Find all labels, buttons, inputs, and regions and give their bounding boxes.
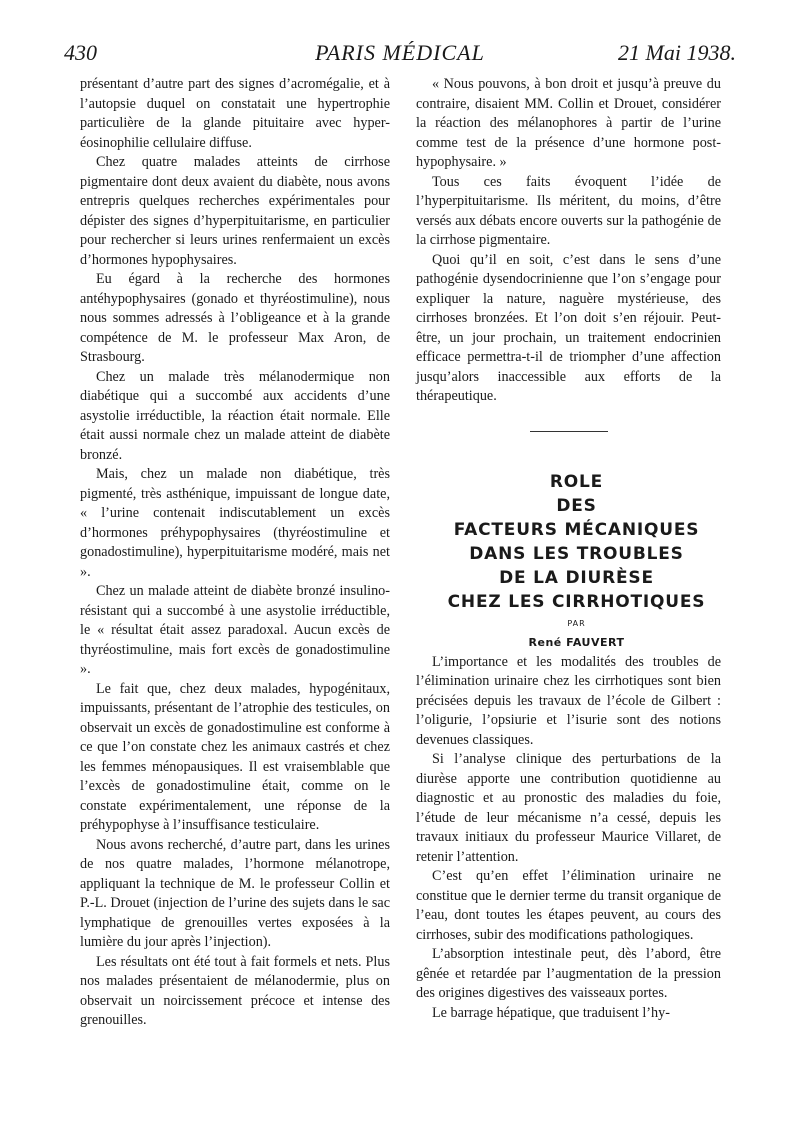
article-title-line: CHEZ LES CIRRHOTIQUES bbox=[447, 591, 706, 612]
paragraph: Chez un malade très mélanodermique non diabétique qui a succombé aux accidents d’une asystolie irréductible, la réaction était normale. Elle était aussi normale chez un malade atteint de diabète bronzé. bbox=[80, 368, 390, 463]
article-title-line: DANS LES TROUBLES bbox=[469, 543, 684, 564]
paragraph: Les résultats ont été tout à fait formels et nets. Plus nos malades présentaient de mélanodermie, plus on observait un noircissement précoce et intense des grenouilles. bbox=[80, 953, 390, 1028]
paragraph: C’est qu’en effet l’élimination urinaire ne constitue que le dernier terme du transit organique de l’eau, dont toutes les étapes peuvent, au cours des cirrhoses, subir des modifications pathologiques. bbox=[416, 868, 721, 943]
paragraph: Tous ces faits évoquent l’idée de l’hyperpituitarisme. Ils méritent, du moins, d’être versés aux débats encore ouverts sur la pathogénie de la cirrhose pigmentaire. bbox=[416, 173, 721, 248]
left-column bbox=[80, 75, 390, 1031]
paragraph: L’absorption intestinale peut, dès l’abord, être gênée et retardée par l’augmentation de la pression des origines digestives des vaisseaux portes. bbox=[416, 946, 721, 1001]
page-number: 430 bbox=[64, 40, 97, 65]
page-header bbox=[64, 38, 736, 72]
paragraph: Nous avons recherché, d’autre part, dans les urines de nos quatre malades, l’hormone mélanotrope, appliquant la technique de M. le professeur Collin et P.-L. Drouet (injection de l’urine des sujets dans le sac lymphatique de grenouilles vertes exposées à la lumière du jour après l’injection). bbox=[80, 836, 390, 950]
paragraph: Chez un malade atteint de diabète bronzé insulino-résistant qui a succombé à une asystolie irréductible, le « résultat était assez paradoxal. Aucun excès de thyréostimuline, mais fort excès de gonadostimuline ». bbox=[80, 583, 390, 677]
article-title-line: DE LA DIURÈSE bbox=[499, 567, 654, 588]
journal-title: PARIS MÉDICAL bbox=[315, 40, 485, 65]
paragraph: Eu égard à la recherche des hormones antéhypophysaires (gonado et thyréostimuline), nous nous sommes adressés à l’obligeance et à la grande compétence de M. le professeur Max Aron, de Strasbourg. bbox=[80, 271, 390, 365]
paragraph: Quoi qu’il en soit, c’est dans le sens d’une pathogénie dysendocrinienne que l’on s’engage pour expliquer la nature, naguère mystérieuse, des cirrhoses bronzées. Et l’on doit s’en réjouir. Peut-être, un jour prochain, un traitement endocrinien efficace permettra-t-il de triompher d’une affection jusqu’alors inaccessible aux efforts de la thérapeutique. bbox=[416, 251, 721, 404]
section-divider bbox=[530, 431, 608, 432]
byline-par: PAR bbox=[567, 618, 586, 628]
paragraph: Le fait que, chez deux malades, hypogénitaux, impuissants, présentant de l’atrophie des testicules, on observait un excès de gonadostimuline est conforme à ce que l’on constate chez les animaux castrés et chez les femmes ménopausiques. Il est vraisemblable que l’excès de gonadostimuline était, comme on le constate expérimentalement, une réponse de la préhypophyse à l’insuffisance testiculaire. bbox=[80, 680, 390, 833]
paragraph: Mais, chez un malade non diabétique, très pigmenté, très asthénique, impuissant de longue date, « l’urine contenait indiscutablement un excès d’hormones préhypophysaires (thyréostimuline et gonadostimuline), hyperpituitarisme modéré, mais net ». bbox=[80, 466, 390, 580]
paragraph: Le barrage hépatique, que traduisent l’hy- bbox=[432, 1004, 670, 1021]
article-title-line: ROLE bbox=[549, 471, 604, 492]
paragraph: « Nous pouvons, à bon droit et jusqu’à preuve du contraire, disaient MM. Collin et Drouet, considérer la réaction des mélanophores à partir de l’urine comme test de la présence d’une hormone post-hypophysaire. » bbox=[416, 76, 721, 170]
paragraph: présentant d’autre part des signes d’acromégalie, et à l’autopsie duquel on constatait une hypertrophie particulière de la glande pituitaire avec hyper-éosinophilie cellulaire diffuse. bbox=[80, 76, 390, 151]
issue-date: 21 Mai 1938. bbox=[618, 40, 736, 65]
article-heading bbox=[416, 470, 721, 653]
paragraph: Si l’analyse clinique des perturbations de la diurèse apporte une contribution quotidienne au diagnostic et au pronostic des maladies du foie, l’étude de leur mécanisme n’a cessé, depuis les travaux initiaux du professeur Maurice Villaret, de retenir l’attention. bbox=[416, 751, 721, 865]
article-author: René FAUVERT bbox=[528, 636, 625, 649]
article-title-line: DES bbox=[556, 495, 597, 516]
paragraph: Chez quatre malades atteints de cirrhose pigmentaire dont deux avaient du diabète, nous avons entrepris quelques recherches expérimentales pour dépister des signes d’hyperpituitarisme, en particulier pour rechercher si leurs urines renfermaient un excès d’hormones hypophysaires. bbox=[80, 154, 390, 268]
right-column bbox=[416, 75, 721, 1023]
article-title-line: FACTEURS MÉCANIQUES bbox=[453, 519, 700, 540]
paragraph: L’importance et les modalités des troubles de l’élimination urinaire chez les cirrhotiques sont bien précisées depuis les travaux de l’école de Gilbert : l’oligurie, l’opsiurie et l’isurie sont des notions devenues classiques. bbox=[416, 653, 721, 748]
